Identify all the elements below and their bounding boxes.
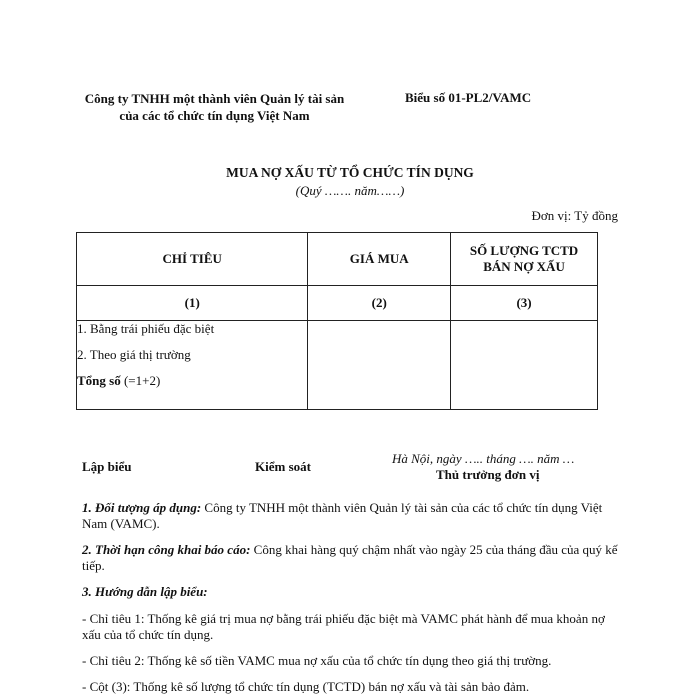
head-of-unit-label: Thủ trưởng đơn vị xyxy=(436,467,540,482)
credit-institutions-count-cell xyxy=(451,321,598,410)
indicator-cell xyxy=(77,321,308,410)
indicator-market-price: 2. Theo giá thị trường xyxy=(77,347,191,362)
report-table xyxy=(76,232,598,410)
guide-item-1: - Chỉ tiêu 1: Thống kê giá trị mua nợ bằng trái phiếu đặc biệt mà VAMC phát hành để mua khoản nợ xấu của tổ chức tín dụng. xyxy=(82,611,605,642)
header-credit-institutions-count xyxy=(451,233,598,286)
header-credit-institutions-count-text: SỐ LƯỢNG TCTD BÁN NỢ XẤU xyxy=(469,243,579,274)
header-indicator: CHỈ TIÊU xyxy=(77,233,308,286)
note-deadline xyxy=(82,542,622,574)
indicator-special-bonds: 1. Bằng trái phiếu đặc biệt xyxy=(77,321,215,336)
form-number: Biểu số 01-PL2/VAMC xyxy=(405,90,532,105)
note-deadline-label: 2. Thời hạn công khai báo cáo: xyxy=(82,542,251,557)
report-period: (Quý ……. năm……) xyxy=(295,183,405,198)
note-applicable xyxy=(82,500,622,532)
place-date: Hà Nội, ngày ….. tháng …. năm … xyxy=(392,451,575,466)
table-column-number-row xyxy=(77,286,598,321)
note-guide-label: 3. Hướng dẫn lập biểu: xyxy=(82,584,208,599)
column-number-1: (1) xyxy=(77,286,308,321)
table-row xyxy=(77,321,598,410)
guide-item-2: - Chỉ tiêu 2: Thống kê số tiền VAMC mua nợ xấu của tổ chức tín dụng theo giá thị trường. xyxy=(82,653,552,668)
table-header-row xyxy=(77,233,598,286)
note-deadline-text: Công khai hàng quý chậm nhất vào ngày 25 của tháng đầu của quý kế tiếp. xyxy=(82,542,618,573)
total-formula: (=1+2) xyxy=(120,373,161,388)
column-number-3: (3) xyxy=(451,286,598,321)
note-applicable-label: 1. Đối tượng áp dụng: xyxy=(82,500,202,515)
indicator-total xyxy=(77,373,307,399)
report-title: MUA NỢ XẤU TỪ TỔ CHỨC TÍN DỤNG xyxy=(226,165,474,180)
purchase-price-cell xyxy=(308,321,451,410)
total-label: Tổng số xyxy=(77,373,121,388)
header-purchase-price: GIÁ MUA xyxy=(308,233,451,286)
organization-name: Công ty TNHH một thành viên Quản lý tài sản của các tổ chức tín dụng Việt Nam xyxy=(84,91,345,123)
guide-item-3: - Cột (3): Thống kê số lượng tổ chức tín dụng (TCTD) bán nợ xấu và tài sản bảo đảm. xyxy=(82,679,530,694)
prepared-by-label: Lập biểu xyxy=(82,459,132,474)
note-applicable-text: Công ty TNHH một thành viên Quản lý tài sản của các tổ chức tín dụng Việt Nam (VAMC). xyxy=(82,500,603,531)
column-number-2: (2) xyxy=(308,286,451,321)
controller-label: Kiểm soát xyxy=(255,459,311,474)
unit-label: Đơn vị: Tỷ đồng xyxy=(531,208,618,223)
